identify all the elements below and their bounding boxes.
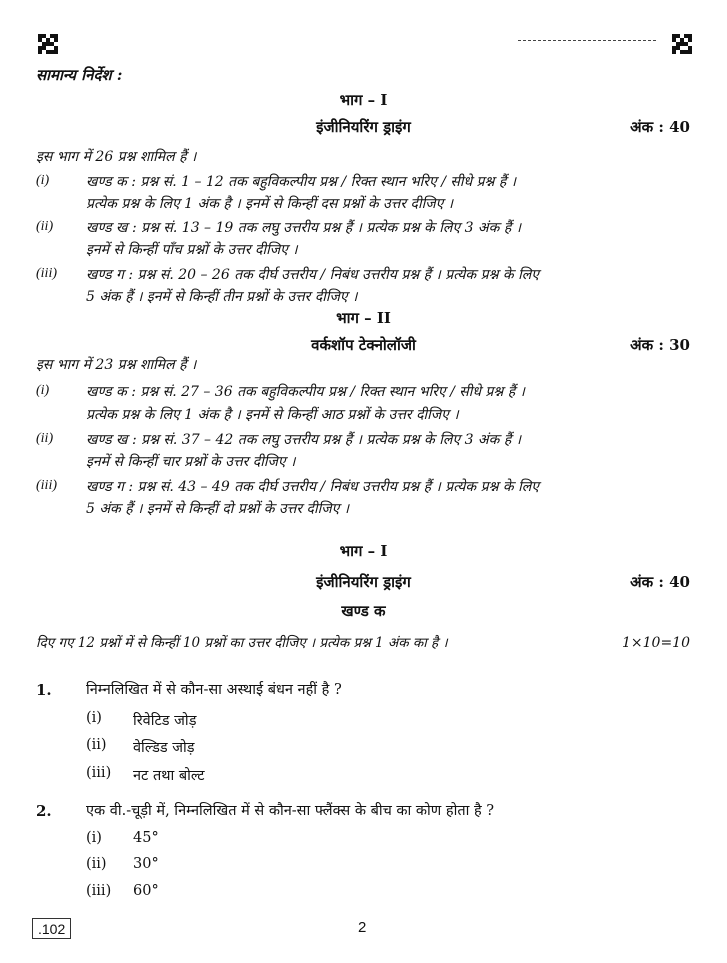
- part2-item-line: खण्ड क : प्रश्न सं. 27 – 36 तक बहुविकल्पीय प्रश्न / रिक्त स्थान भरिए / सीधे प्रश्न हैं ।: [86, 384, 525, 400]
- section-part-title: भाग – I: [339, 542, 388, 560]
- part1-title: भाग – I: [339, 91, 388, 109]
- part1-item-num: (ii): [36, 219, 54, 234]
- part1-intro: इस भाग में 26 प्रश्न शामिल हैं ।: [36, 149, 197, 165]
- option-text: 30°: [133, 856, 159, 872]
- qr-code-icon: [38, 34, 58, 54]
- general-instructions-heading: सामान्य निर्देश :: [36, 66, 123, 84]
- part1-subject: इंजीनियरिंग ड्राइंग: [316, 118, 411, 136]
- option-label: (i): [86, 830, 102, 846]
- section-marks: अंक : 40: [630, 573, 690, 591]
- part2-item-num: (ii): [36, 431, 54, 446]
- option-text: रिवेटिड जोड़: [133, 713, 197, 729]
- part1-item-line: खण्ड क : प्रश्न सं. 1 – 12 तक बहुविकल्पीय प्रश्न / रिक्त स्थान भरिए / सीधे प्रश्न हैं ।: [86, 174, 517, 190]
- part2-item-line: प्रत्येक प्रश्न के लिए 1 अंक है । इनमें से किन्हीं आठ प्रश्नों के उत्तर दीजिए ।: [86, 407, 459, 423]
- part1-item-line: प्रत्येक प्रश्न के लिए 1 अंक है । इनमें से किन्हीं दस प्रश्नों के उत्तर दीजिए ।: [86, 196, 454, 212]
- part2-item-num: (i): [36, 383, 50, 398]
- part2-item-line: 5 अंक हैं । इनमें से किन्हीं दो प्रश्नों के उत्तर दीजिए ।: [86, 501, 350, 517]
- option-text: 60°: [133, 883, 159, 899]
- question-text: निम्नलिखित में से कौन-सा अस्थाई बंधन नहीं है ?: [86, 682, 342, 698]
- part2-item-line: खण्ड ग : प्रश्न सं. 43 – 49 तक दीर्घ उत्तरीय / निबंध उत्तरीय प्रश्न हैं । प्रत्येक प्रश्न के लिए: [86, 479, 539, 495]
- page-number: 2: [358, 919, 367, 936]
- option-label: (iii): [86, 765, 112, 781]
- part2-item-line: खण्ड ख : प्रश्न सं. 37 – 42 तक लघु उत्तरीय प्रश्न हैं । प्रत्येक प्रश्न के लिए 3 अंक हैं ।: [86, 432, 522, 448]
- section-subject: इंजीनियरिंग ड्राइंग: [316, 573, 411, 591]
- part1-item-line: इनमें से किन्हीं पाँच प्रश्नों के उत्तर दीजिए ।: [86, 242, 298, 258]
- option-label: (ii): [86, 856, 107, 872]
- paper-code: .102: [32, 918, 71, 939]
- part1-item-num: (i): [36, 173, 50, 188]
- section-khand: खण्ड क: [341, 602, 386, 620]
- part2-intro: इस भाग में 23 प्रश्न शामिल हैं ।: [36, 357, 197, 373]
- part1-marks: अंक : 40: [630, 118, 690, 136]
- option-label: (iii): [86, 883, 112, 899]
- part2-marks: अंक : 30: [630, 336, 690, 354]
- part2-item-num: (iii): [36, 478, 57, 493]
- part1-item-line: खण्ड ख : प्रश्न सं. 13 – 19 तक लघु उत्तरीय प्रश्न हैं । प्रत्येक प्रश्न के लिए 3 अंक हैं ।: [86, 220, 522, 236]
- option-label: (ii): [86, 737, 107, 753]
- qr-code-icon: [672, 34, 692, 54]
- section-instruction: दिए गए 12 प्रश्नों में से किन्हीं 10 प्रश्नों का उत्तर दीजिए । प्रत्येक प्रश्न 1 अंक का है ।: [36, 635, 448, 651]
- option-label: (i): [86, 710, 102, 726]
- section-marks-formula: 1×10=10: [622, 635, 690, 651]
- part2-title: भाग – II: [336, 309, 391, 327]
- part2-item-line: इनमें से किन्हीं चार प्रश्नों के उत्तर दीजिए ।: [86, 454, 296, 470]
- roll-number-dashes: [518, 40, 656, 41]
- question-number: 1.: [36, 681, 52, 699]
- option-text: 45°: [133, 830, 159, 846]
- part1-item-line: खण्ड ग : प्रश्न सं. 20 – 26 तक दीर्घ उत्तरीय / निबंध उत्तरीय प्रश्न हैं । प्रत्येक प्रश्न के लिए: [86, 267, 539, 283]
- question-text: एक वी.-चूड़ी में, निम्नलिखित में से कौन-सा फ्लैंक्स के बीच का कोण होता है ?: [86, 803, 495, 819]
- question-number: 2.: [36, 802, 52, 820]
- part1-item-num: (iii): [36, 266, 57, 281]
- part1-item-line: 5 अंक हैं । इनमें से किन्हीं तीन प्रश्नों के उत्तर दीजिए ।: [86, 289, 358, 305]
- option-text: वेल्डिड जोड़: [133, 740, 195, 756]
- option-text: नट तथा बोल्ट: [133, 768, 205, 784]
- part2-subject: वर्कशॉप टेक्नोलॉजी: [311, 336, 416, 354]
